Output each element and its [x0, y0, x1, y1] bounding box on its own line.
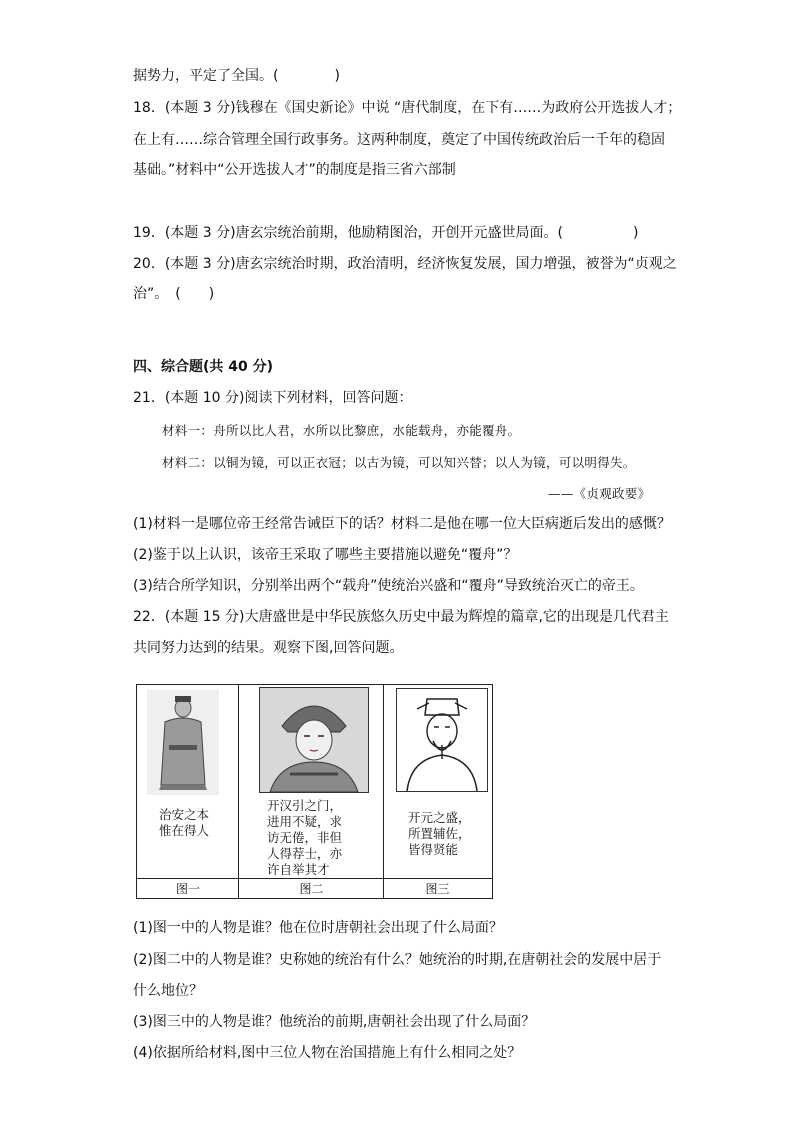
- question-22-1: (1)图一中的人物是谁？他在位时唐朝社会出现了什么局面？: [133, 920, 503, 936]
- portrait-1-image: [147, 690, 219, 795]
- question-21-1: (1)材料一是哪位帝王经常告诫臣下的话？材料二是他在哪一位大臣病逝后发出的感慨？: [133, 516, 671, 532]
- empress-portrait-icon: [260, 688, 368, 792]
- question-22-2-line1: (2)图二中的人物是谁？史称她的统治有什么？她统治的时期,在唐朝社会的发展中居于: [133, 952, 662, 968]
- question-22-line2: 共同努力达到的结果。观察下图,回答问题。: [133, 640, 404, 656]
- question-22-line1: 22．(本题 15 分)大唐盛世是中华民族悠久历史中最为辉煌的篇章,它的出现是几代君主: [133, 609, 669, 625]
- question-22-2-line2: 什么地位？: [133, 983, 203, 999]
- figure-table: [136, 684, 493, 899]
- emperor-sketch-icon: [397, 689, 487, 791]
- question-18-line3: 基础。”材料中“公开选拔人才”的制度是指三省六部制: [133, 162, 456, 178]
- section-heading: 四、综合题(共 40 分): [133, 359, 274, 375]
- question-21: 21．(本题 10 分)阅读下列材料，回答问题：: [133, 390, 413, 406]
- caption-2: 图二: [299, 882, 324, 896]
- material-source: ——《贞观政要》: [548, 486, 651, 501]
- emperor-portrait-icon: [147, 690, 219, 795]
- material-1: 材料一：舟所以比人君，水所以比黎庶，水能载舟，亦能覆舟。: [162, 423, 521, 438]
- question-22-3: (3)图三中的人物是谁？他统治的前期,唐朝社会出现了什么局面？: [133, 1014, 536, 1030]
- portrait-2-image: [259, 687, 369, 793]
- caption-3: 图三: [425, 882, 450, 896]
- question-22-4: (4)依据所给材料,图中三位人物在治国措施上有什么相同之处？: [133, 1045, 522, 1061]
- figure-text-2: 开汉引之门， 进用不疑，求 访无倦，非但 人得荐士，亦 许自举其才: [267, 798, 343, 877]
- figure-text-3: 开元之盛， 所置辅佐， 皆得贤能: [408, 810, 471, 857]
- question-20-line2: 治”。 ( ): [133, 286, 215, 302]
- question-19: 19．(本题 3 分)唐玄宗统治前期，他励精图治，开创开元盛世局面。( ): [133, 225, 639, 241]
- question-18-line1: 18．(本题 3 分)钱穆在《国史新论》中说 “唐代制度，在下有……为政府公开选拔人才；: [133, 100, 682, 116]
- question-20-line1: 20．(本题 3 分)唐玄宗统治时期，政治清明，经济恢复发展，国力增强，被誉为“贞观之: [133, 256, 677, 272]
- caption-divider: [137, 878, 492, 879]
- figure-text-1: 治安之本 惟在得人: [159, 807, 210, 838]
- portrait-3-image: [396, 688, 488, 792]
- question-21-3: (3)结合所学知识，分别举出两个“载舟”使统治兴盛和“覆舟”导致统治灭亡的帝王。: [133, 578, 644, 594]
- question-18-line2: 在上有……综合管理全国行政事务。这两种制度，奠定了中国传统政治后一千年的稳固: [133, 132, 665, 148]
- material-2: 材料二：以铜为镜，可以正衣冠；以古为镜，可以知兴替；以人为镜，可以明得失。: [162, 455, 636, 470]
- question-21-2: (2)鉴于以上认识，该帝王采取了哪些主要措施以避免“覆舟”？: [133, 547, 518, 563]
- text-line: 据势力，平定了全国。( ): [133, 68, 340, 84]
- caption-1: 图一: [175, 882, 200, 896]
